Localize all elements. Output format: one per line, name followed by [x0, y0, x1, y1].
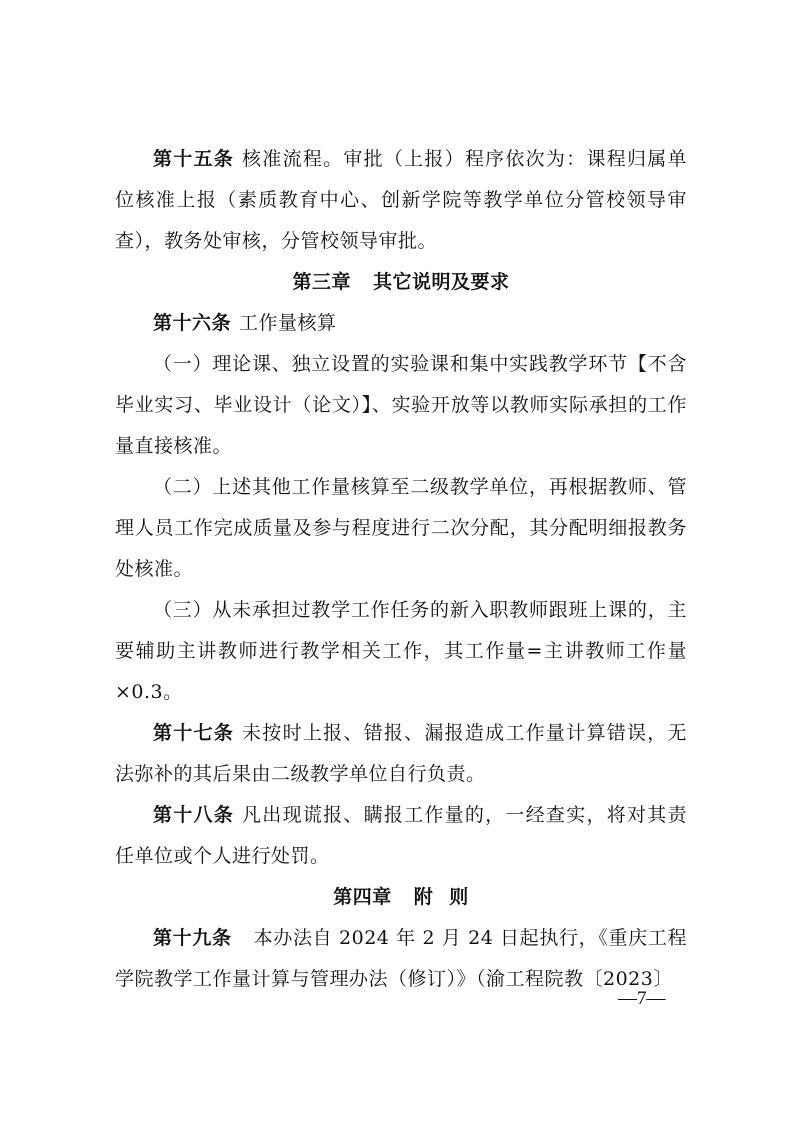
- chapter-4-title-part2: 则: [449, 886, 469, 908]
- article-17-title: 第十七条: [153, 722, 235, 744]
- article-16: [115, 303, 687, 344]
- article-15: [115, 139, 687, 262]
- article-19-text: 本办法自 2024 年 2 月 24 日起执行，《重庆工程学院教学工作量计算与管理办法（修订）》（渝工程院教〔2023〕: [115, 927, 687, 990]
- article-15-title: 第十五条: [153, 148, 235, 170]
- article-17: [115, 713, 687, 795]
- article-19-title: 第十九条: [153, 927, 232, 949]
- chapter-4-heading: [115, 877, 687, 918]
- article-16-title: 第十六条: [153, 312, 232, 334]
- article-15-text: 核准流程。审批（上报）程序依次为：课程归属单位核准上报（素质教育中心、创新学院等教学单位分管校领导审查），教务处审核，分管校领导审批。: [115, 148, 687, 252]
- article-16-text: 工作量核算: [239, 312, 337, 334]
- document-body: [115, 139, 687, 1000]
- chapter-4-number: 第四章: [333, 886, 392, 908]
- article-16-item-1: （一）理论课、独立设置的实验课和集中实践教学环节【不含毕业实习、毕业设计（论文）】、实验开放等以教师实际承担的工作量直接核准。: [115, 353, 687, 457]
- page-number: —7—: [618, 988, 666, 1009]
- article-16-item-3: （三）从未承担过教学工作任务的新入职教师跟班上课的，主要辅助主讲教师进行教学相关工作，其工作量=主讲教师工作量×0.3。: [115, 599, 687, 703]
- chapter-3-title: 其它说明及要求: [373, 271, 510, 293]
- chapter-3-number: 第三章: [292, 271, 351, 293]
- chapter-3-heading: [115, 262, 687, 303]
- article-18: [115, 795, 687, 877]
- article-19: [115, 918, 687, 1000]
- chapter-4-title-part1: 附: [413, 886, 434, 908]
- article-16-item-2: （二）上述其他工作量核算至二级教学单位，再根据教师、管理人员工作完成质量及参与程度进行二次分配，其分配明细报教务处核准。: [115, 476, 687, 580]
- article-18-text: 凡出现谎报、瞒报工作量的，一经查实，将对其责任单位或个人进行处罚。: [115, 804, 687, 867]
- article-18-title: 第十八条: [153, 804, 235, 826]
- article-17-text: 未按时上报、错报、漏报造成工作量计算错误，无法弥补的其后果由二级教学单位自行负责。: [115, 722, 687, 785]
